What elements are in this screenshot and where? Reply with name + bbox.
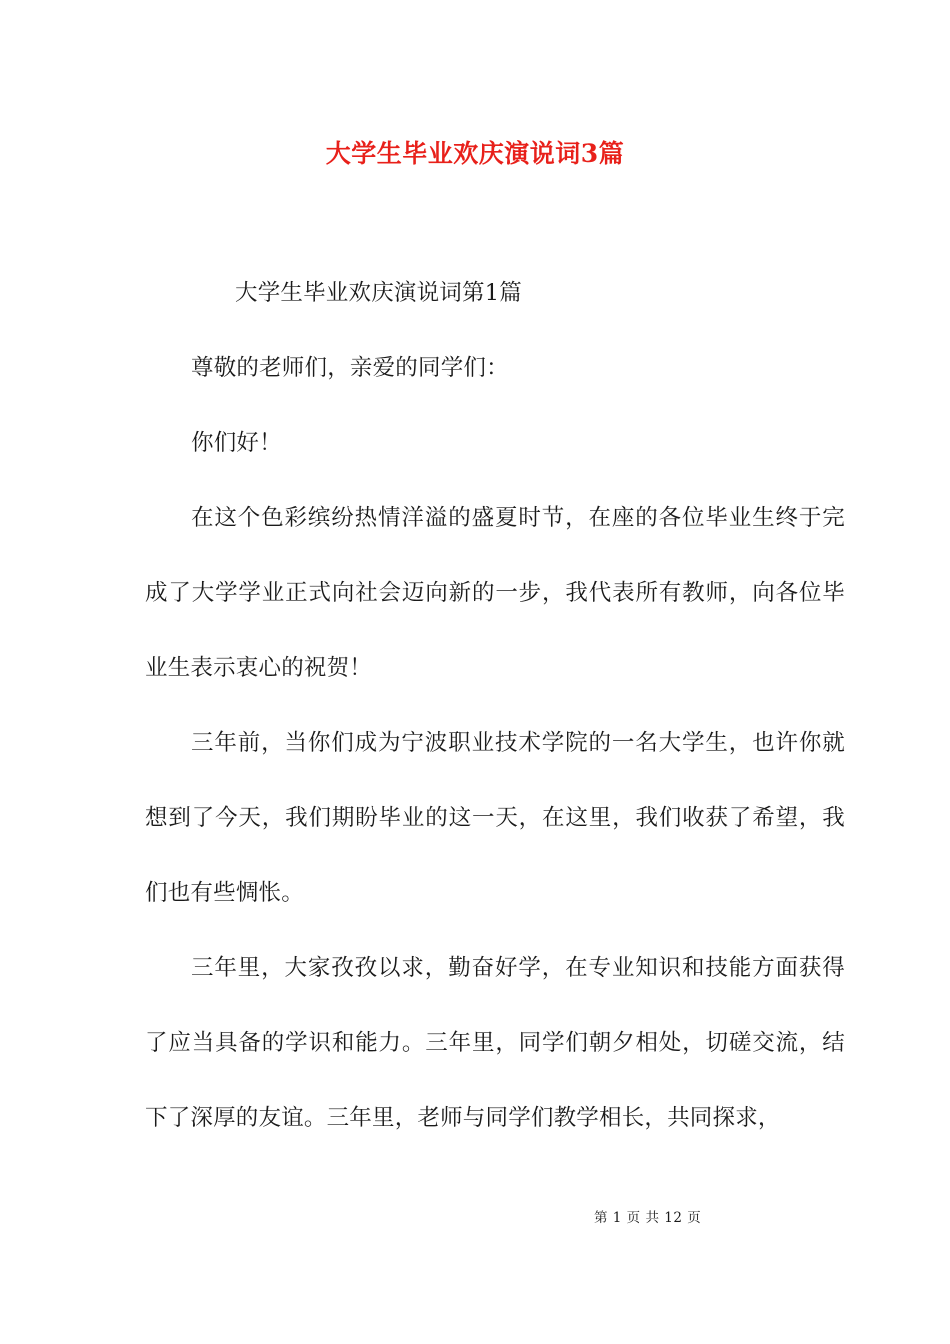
paragraph-greeting: 你们好！ [191,430,282,456]
paragraph-three-years: 三年里，大家孜孜以求，勤奋好学，在专业知识和技能方面获得了应当具备的学识和能力。三年里，同学们朝夕相处，切磋交流，结下了深厚的友谊。三年里，老师与同学们教学相长，共同探求， [145,955,845,1131]
page-footer: 第 1 页 共 12 页 [594,1210,702,1226]
paragraph-salutation: 尊敬的老师们，亲爱的同学们： [191,355,509,381]
section-heading: 大学生毕业欢庆演说词第1篇 [235,280,522,306]
paragraph-three-years-ago: 三年前，当你们成为宁波职业技术学院的一名大学生，也许你就想到了今天，我们期盼毕业的这一天，在这里，我们收获了希望，我们也有些惆怅。 [145,730,845,906]
document-title: 大学生毕业欢庆演说词3篇 [325,139,625,168]
paragraph-congratulation: 在这个色彩缤纷热情洋溢的盛夏时节，在座的各位毕业生终于完成了大学学业正式向社会迈向新的一步，我代表所有教师，向各位毕业生表示衷心的祝贺！ [145,505,845,681]
document-body [145,256,845,1156]
